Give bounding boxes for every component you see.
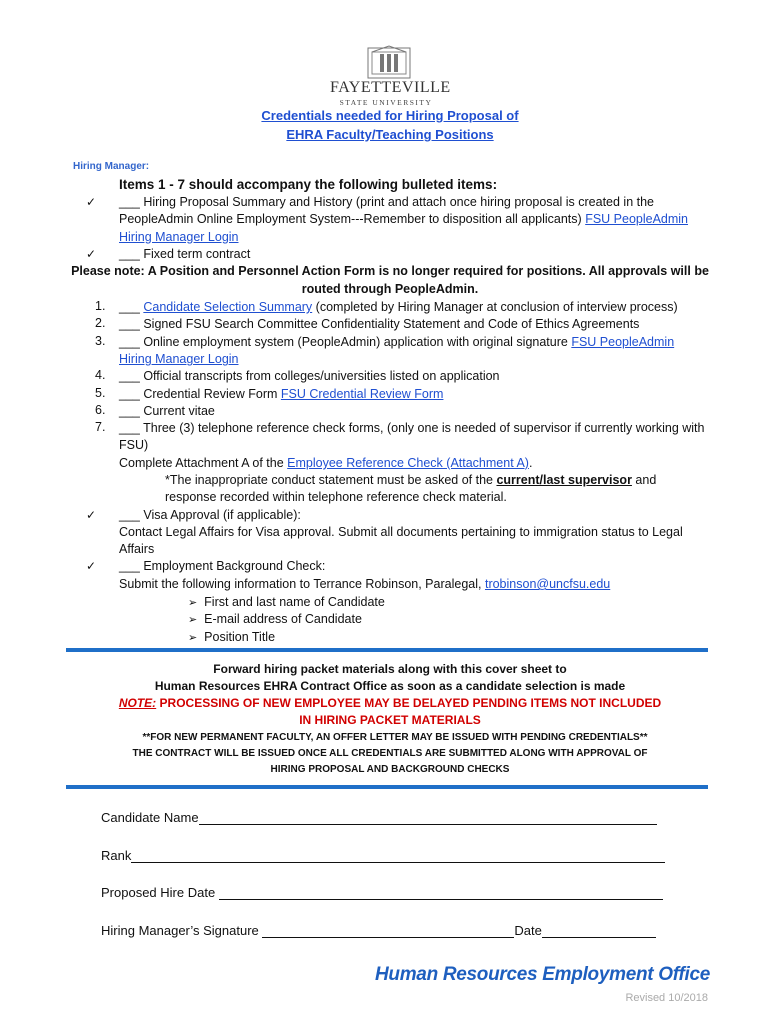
field-label: Candidate Name	[101, 810, 199, 825]
faculty-note-line3: HIRING PROPOSAL AND BACKGROUND CHECKS	[270, 764, 510, 775]
check-icon: ✓	[86, 195, 97, 209]
list-item-4: ___ Official transcripts from colleges/universities listed on application	[119, 369, 500, 383]
arrow-bullet-icon: ➢	[188, 597, 198, 609]
list-item-1	[119, 299, 709, 316]
logo-building-icon	[364, 44, 414, 80]
proposed-hire-date-field[interactable]	[101, 885, 663, 900]
list-item-3	[119, 334, 709, 369]
field-label: Rank	[101, 848, 132, 863]
faculty-note-line2: THE CONTRACT WILL BE ISSUED ONCE ALL CREDENTIALS ARE SUBMITTED ALONG WITH APPROVAL OF	[132, 748, 648, 759]
revised-date: Revised 10/2018	[625, 992, 708, 1004]
peopleadmin-login-link[interactable]: FSU PeopleAdmin Hiring Manager Login	[119, 212, 689, 244]
list-number: 3.	[95, 334, 106, 348]
bullet-hiring-proposal	[119, 194, 709, 246]
note-label: NOTE:	[118, 696, 157, 710]
list-item-text: *The inappropriate conduct statement must be asked of the	[165, 473, 493, 487]
hiring-manager-label: Hiring Manager:	[73, 161, 150, 172]
period: .	[528, 456, 533, 470]
list-number: 7.	[95, 420, 106, 434]
note-text: PROCESSING OF NEW EMPLOYEE MAY BE DELAYED PENDING ITEMS NOT INCLUDED	[159, 696, 662, 710]
field-label: Hiring Manager’s Signature	[101, 923, 259, 938]
hire-date-line[interactable]	[219, 885, 663, 900]
date-label: Date	[514, 923, 542, 938]
list-number: 1.	[95, 299, 106, 313]
logo-subtitle: STATE UNIVERSITY	[339, 98, 433, 107]
bullet-hiring-proposal-text: ___ Hiring Proposal Summary and History (print and attach once hiring proposal is created in the PeopleAdmin Online Employment System---Remember to disposition all applicants)	[119, 195, 654, 227]
list-number: 6.	[95, 403, 106, 417]
forward-line2: Human Resources EHRA Contract Office as soon as a candidate selection is made	[154, 679, 626, 693]
faculty-note-line1: **FOR NEW PERMANENT FACULTY, AN OFFER LETTER MAY BE ISSUED WITH PENDING CREDENTIALS**	[142, 732, 648, 743]
note-line2: routed through PeopleAdmin.	[301, 282, 479, 296]
check-icon: ✓	[86, 559, 97, 573]
background-subitem	[188, 611, 362, 629]
divider-bar	[66, 785, 708, 789]
list-item-text: and response recorded within telephone reference check material.	[165, 473, 657, 505]
background-subitem	[188, 594, 385, 612]
peopleadmin-login-link[interactable]: FSU PeopleAdmin Hiring Manager Login	[119, 335, 675, 367]
delay-note	[0, 696, 770, 710]
note-line1: Please note: A Position and Personnel Action Form is no longer required for positions. All approvals will be	[71, 264, 709, 278]
divider-bar	[66, 648, 708, 652]
subitem-text: E-mail address of Candidate	[204, 612, 362, 626]
list-number: 5.	[95, 386, 106, 400]
attachment-a-instruction	[119, 455, 709, 472]
list-item-2: ___ Signed FSU Search Committee Confidentiality Statement and Code of Ethics Agreements	[119, 317, 640, 331]
background-check-heading: ___ Employment Background Check:	[119, 559, 326, 573]
current-supervisor-emphasis: current/last supervisor	[496, 473, 632, 487]
arrow-bullet-icon: ➢	[188, 614, 198, 626]
background-check-body	[119, 576, 709, 593]
check-icon: ✓	[86, 247, 97, 261]
candidate-selection-summary-link[interactable]: Candidate Selection Summary	[143, 300, 313, 314]
list-number: 4.	[95, 368, 106, 382]
signature-line[interactable]	[262, 923, 514, 938]
list-item-5	[119, 386, 709, 403]
candidate-name-line[interactable]	[199, 810, 657, 825]
bullet-fixed-term: ___ Fixed term contract	[119, 247, 251, 261]
title-line1: Credentials needed for Hiring Proposal of	[261, 108, 519, 123]
forward-line1: Forward hiring packet materials along with this cover sheet to	[213, 662, 567, 676]
title-line2: EHRA Faculty/Teaching Positions	[286, 127, 494, 142]
visa-heading: ___ Visa Approval (if applicable):	[119, 508, 301, 522]
list-item-7: ___ Three (3) telephone reference check forms, (only one is needed of supervisor if currently working with FSU)	[119, 421, 705, 453]
list-number: 2.	[95, 316, 106, 330]
list-item-text: ___ Credential Review Form	[119, 387, 278, 401]
field-label: Proposed Hire Date	[101, 885, 216, 900]
signature-field[interactable]	[101, 923, 656, 938]
delay-note-line2: IN HIRING PACKET MATERIALS	[299, 713, 481, 727]
items-heading: Items 1 - 7 should accompany the following bulleted items:	[119, 177, 498, 192]
credential-review-form-link[interactable]: FSU Credential Review Form	[280, 387, 444, 401]
list-item-blank: ___	[119, 300, 140, 314]
list-item-text: ___ Online employment system (PeopleAdmin) application with original signature	[119, 335, 568, 349]
candidate-name-field[interactable]	[101, 810, 657, 825]
rank-line[interactable]	[131, 848, 665, 863]
visa-body: Contact Legal Affairs for Visa approval. Submit all documents pertaining to immigration status to Legal Affairs	[119, 525, 683, 557]
hr-office-footer: Human Resources Employment Office	[374, 964, 710, 985]
list-item-text: Complete Attachment A of the	[119, 456, 284, 470]
paralegal-email-link[interactable]: trobinson@uncfsu.edu	[484, 577, 611, 591]
check-icon: ✓	[86, 508, 97, 522]
list-item-text: (completed by Hiring Manager at conclusion of interview process)	[315, 300, 678, 314]
background-subitem	[188, 629, 275, 647]
rank-field[interactable]	[101, 848, 665, 863]
logo-name: FAYETTEVILLE	[330, 79, 451, 96]
university-logo	[330, 44, 451, 110]
list-item-text: Submit the following information to Terrance Robinson, Paralegal,	[119, 577, 482, 591]
arrow-bullet-icon: ➢	[188, 632, 198, 644]
employee-reference-check-link[interactable]: Employee Reference Check (Attachment A)	[287, 456, 529, 470]
subitem-text: First and last name of Candidate	[204, 595, 385, 609]
subitem-text: Position Title	[204, 630, 276, 644]
conduct-statement-note	[165, 472, 685, 507]
list-item-6: ___ Current vitae	[119, 404, 215, 418]
date-line[interactable]	[542, 923, 656, 938]
